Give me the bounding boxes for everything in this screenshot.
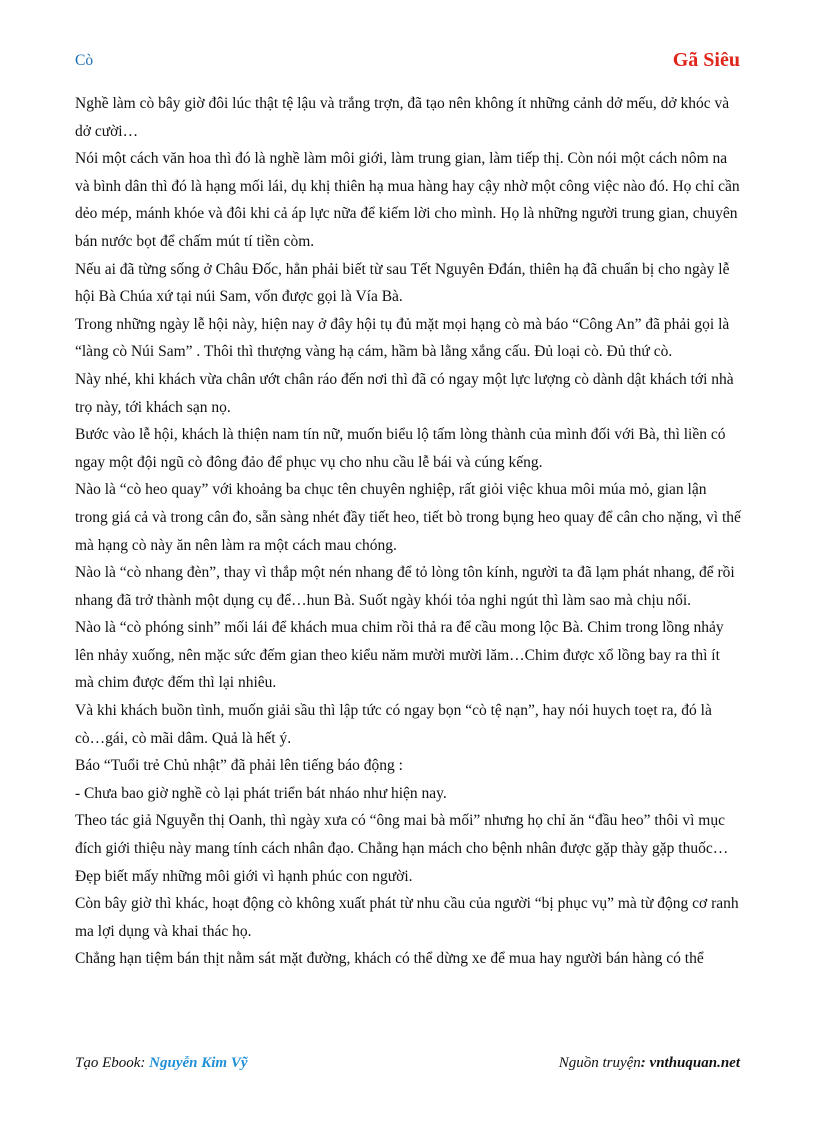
footer-source-label: Nguồn truyện [558,1055,641,1071]
paragraph: Báo “Tuổi trẻ Chủ nhật” đã phải lên tiếng báo động : [75,757,403,775]
book-title: Gã Siêu [672,49,740,71]
footer-ebook-credit: Tạo Ebook: Nguyễn Kim Vỹ [75,1055,248,1071]
paragraph: Chẳng hạn tiệm bán thịt nằm sát mặt đường, khách có thể dừng xe để mua hay người bán hàng có thể [75,950,704,968]
paragraph: Nào là “cò heo quay” với khoảng ba chục tên chuyên nghiệp, rất giỏi việc khua môi múa mỏ, gian lận trong giá cả và trong cân đo, sẵn sàng nhét đầy tiết heo, tiết bò trong bụng heo quay để cân cho nặng, vì thế mà hạng cò này ăn nên làm ra một cách mau chóng. [75,481,741,554]
chapter-title: Cò [75,52,94,69]
paragraph: - Chưa bao giờ nghề cò lại phát triển bát nháo như hiện nay. [75,784,447,802]
paragraph: Nào là “cò phóng sinh” mối lái để khách mua chim rồi thả ra để cầu mong lộc Bà. Chim trong lồng nhảy lên nhảy xuống, nên mặc sức đếm gian theo kiểu năm mười mười lăm…Chim được xổ lồng bay ra thì ít mà chim được đếm thì lại nhiêu. [75,619,724,692]
footer-ebook-author: Nguyễn Kim Vỹ [149,1055,248,1071]
page-body [75,90,741,973]
paragraph: Nói một cách văn hoa thì đó là nghề làm môi giới, làm trung gian, làm tiếp thị. Còn nói một cách nôm na và bình dân thì đó là hạng mối lái, dụ khị thiên hạ mua hàng hay cậy nhờ một công việc nào đó. Họ chỉ cần dẻo mép, mánh khóe và đôi khi cả áp lực nữa để kiếm lời cho mình. Họ là những người trung gian, chuyên bán nước bọt để chấm mút tí tiền còm. [75,150,740,250]
paragraph: Trong những ngày lễ hội này, hiện nay ở đây hội tụ đủ mặt mọi hạng cò mà báo “Công An” đã phải gọi là “làng cò Núi Sam” . Thôi thì thượng vàng hạ cám, hầm bà lằng xắng cấu. Đủ loại cò. Đủ thứ cò. [75,315,730,361]
paragraph: Nghề làm cò bây giờ đôi lúc thật tệ lậu và trắng trợn, đã tạo nên không ít những cảnh dở mếu, dở khóc và dở cười… [75,95,730,140]
paragraph: Bước vào lễ hội, khách là thiện nam tín nữ, muốn biểu lộ tấm lòng thành của mình đối với Bà, thì liền có ngay một đội ngũ cò đông đảo để phục vụ cho nhu cầu lễ bái và cúng kếng. [75,426,726,471]
paragraph: Theo tác giả Nguyễn thị Oanh, thì ngày xưa có “ông mai bà mối” nhưng họ chỉ ăn “đầu heo” thôi vì mục đích giới thiệu này mang tính cách nhân đạo. Chẳng hạn mách cho bệnh nhân được gặp thày gặp thuốc…Đẹp biết mấy những môi giới vì hạnh phúc con người. [75,812,729,885]
footer-source-credit: Nguồn truyện: vnthuquan.net [558,1055,740,1071]
paragraph: Còn bây giờ thì khác, hoạt động cò không xuất phát từ nhu cầu của người “bị phục vụ” mà từ động cơ ranh ma lợi dụng và khai thác họ. [75,895,739,940]
footer-ebook-label: Tạo Ebook [75,1055,141,1071]
footer-source-site: vnthuquan.net [649,1055,740,1071]
paragraph: Nếu ai đã từng sống ở Châu Đốc, hẳn phải biết từ sau Tết Nguyên Đđán, thiên hạ đã chuẩn bị cho ngày lễ hội Bà Chúa xứ tại núi Sam, vốn được gọi là Vía Bà. [75,260,730,306]
paragraph: Này nhé, khi khách vừa chân ướt chân ráo đến nơi thì đã có ngay một lực lượng cò dành dật khách tới nhà trọ này, tới khách sạn nọ. [75,370,734,416]
paragraph: Và khi khách buồn tình, muốn giải sầu thì lập tức có ngay bọn “cò tệ nạn”, hay nói huych toẹt ra, đó là cò…gái, cò mãi dâm. Quả là hết ý. [75,702,712,747]
paragraph: Nào là “cò nhang đèn”, thay vì thắp một nén nhang để tỏ lòng tôn kính, người ta đã lạm phát nhang, để rồi nhang đã trở thành một dụng cụ để…hun Bà. Suốt ngày khói tỏa nghi ngút thì làm sao mà chịu nổi. [75,564,735,609]
